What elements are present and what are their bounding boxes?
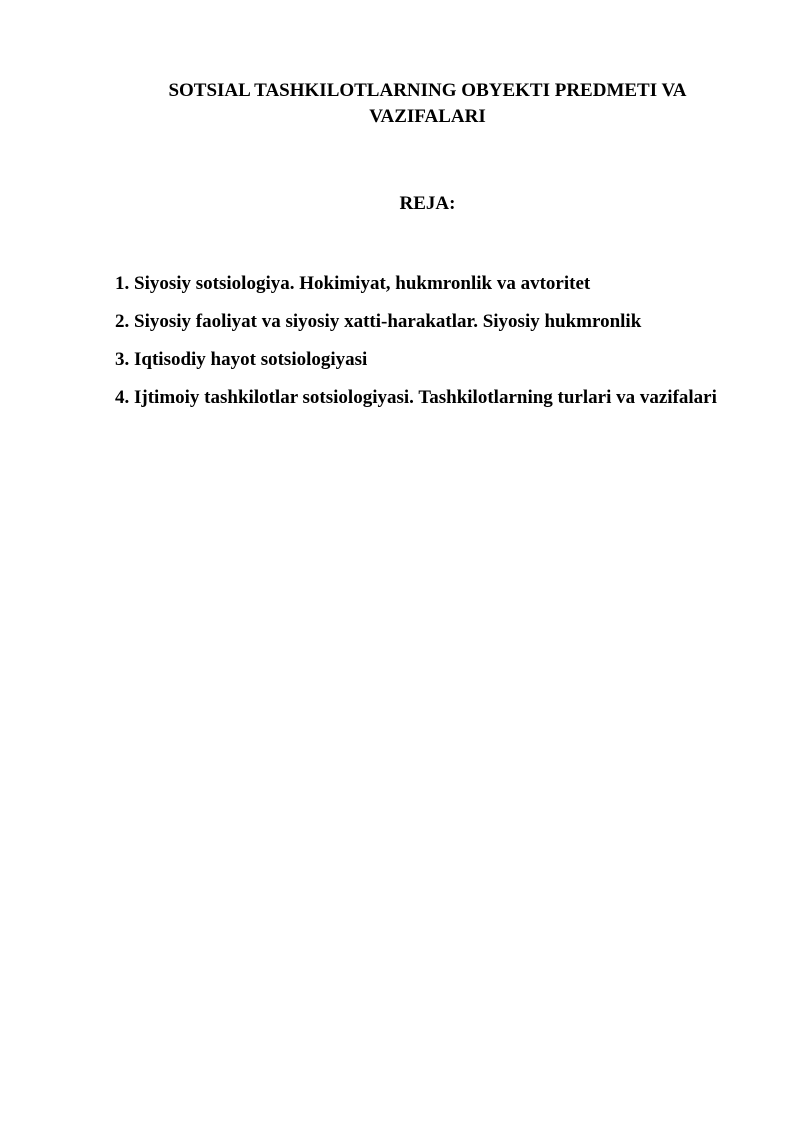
plan-item-2: 2. Siyosiy faoliyat va siyosiy xatti-harakatlar. Siyosiy hukmronlik [115, 311, 642, 332]
plan-heading: REJA: [399, 193, 456, 214]
plan-list [115, 272, 742, 424]
document-title: SOTSIAL TASHKILOTLARNING OBYEKTI PREDMETI VA VAZIFALARI [168, 80, 687, 127]
plan-item-3: 3. Iqtisodiy hayot sotsiologiyasi [115, 349, 368, 370]
plan-item-4: 4. Ijtimoiy tashkilotlar sotsiologiyasi. Tashkilotlarning turlari va vazifalari [115, 387, 717, 408]
plan-item-1: 1. Siyosiy sotsiologiya. Hokimiyat, hukmronlik va avtoritet [115, 273, 591, 294]
